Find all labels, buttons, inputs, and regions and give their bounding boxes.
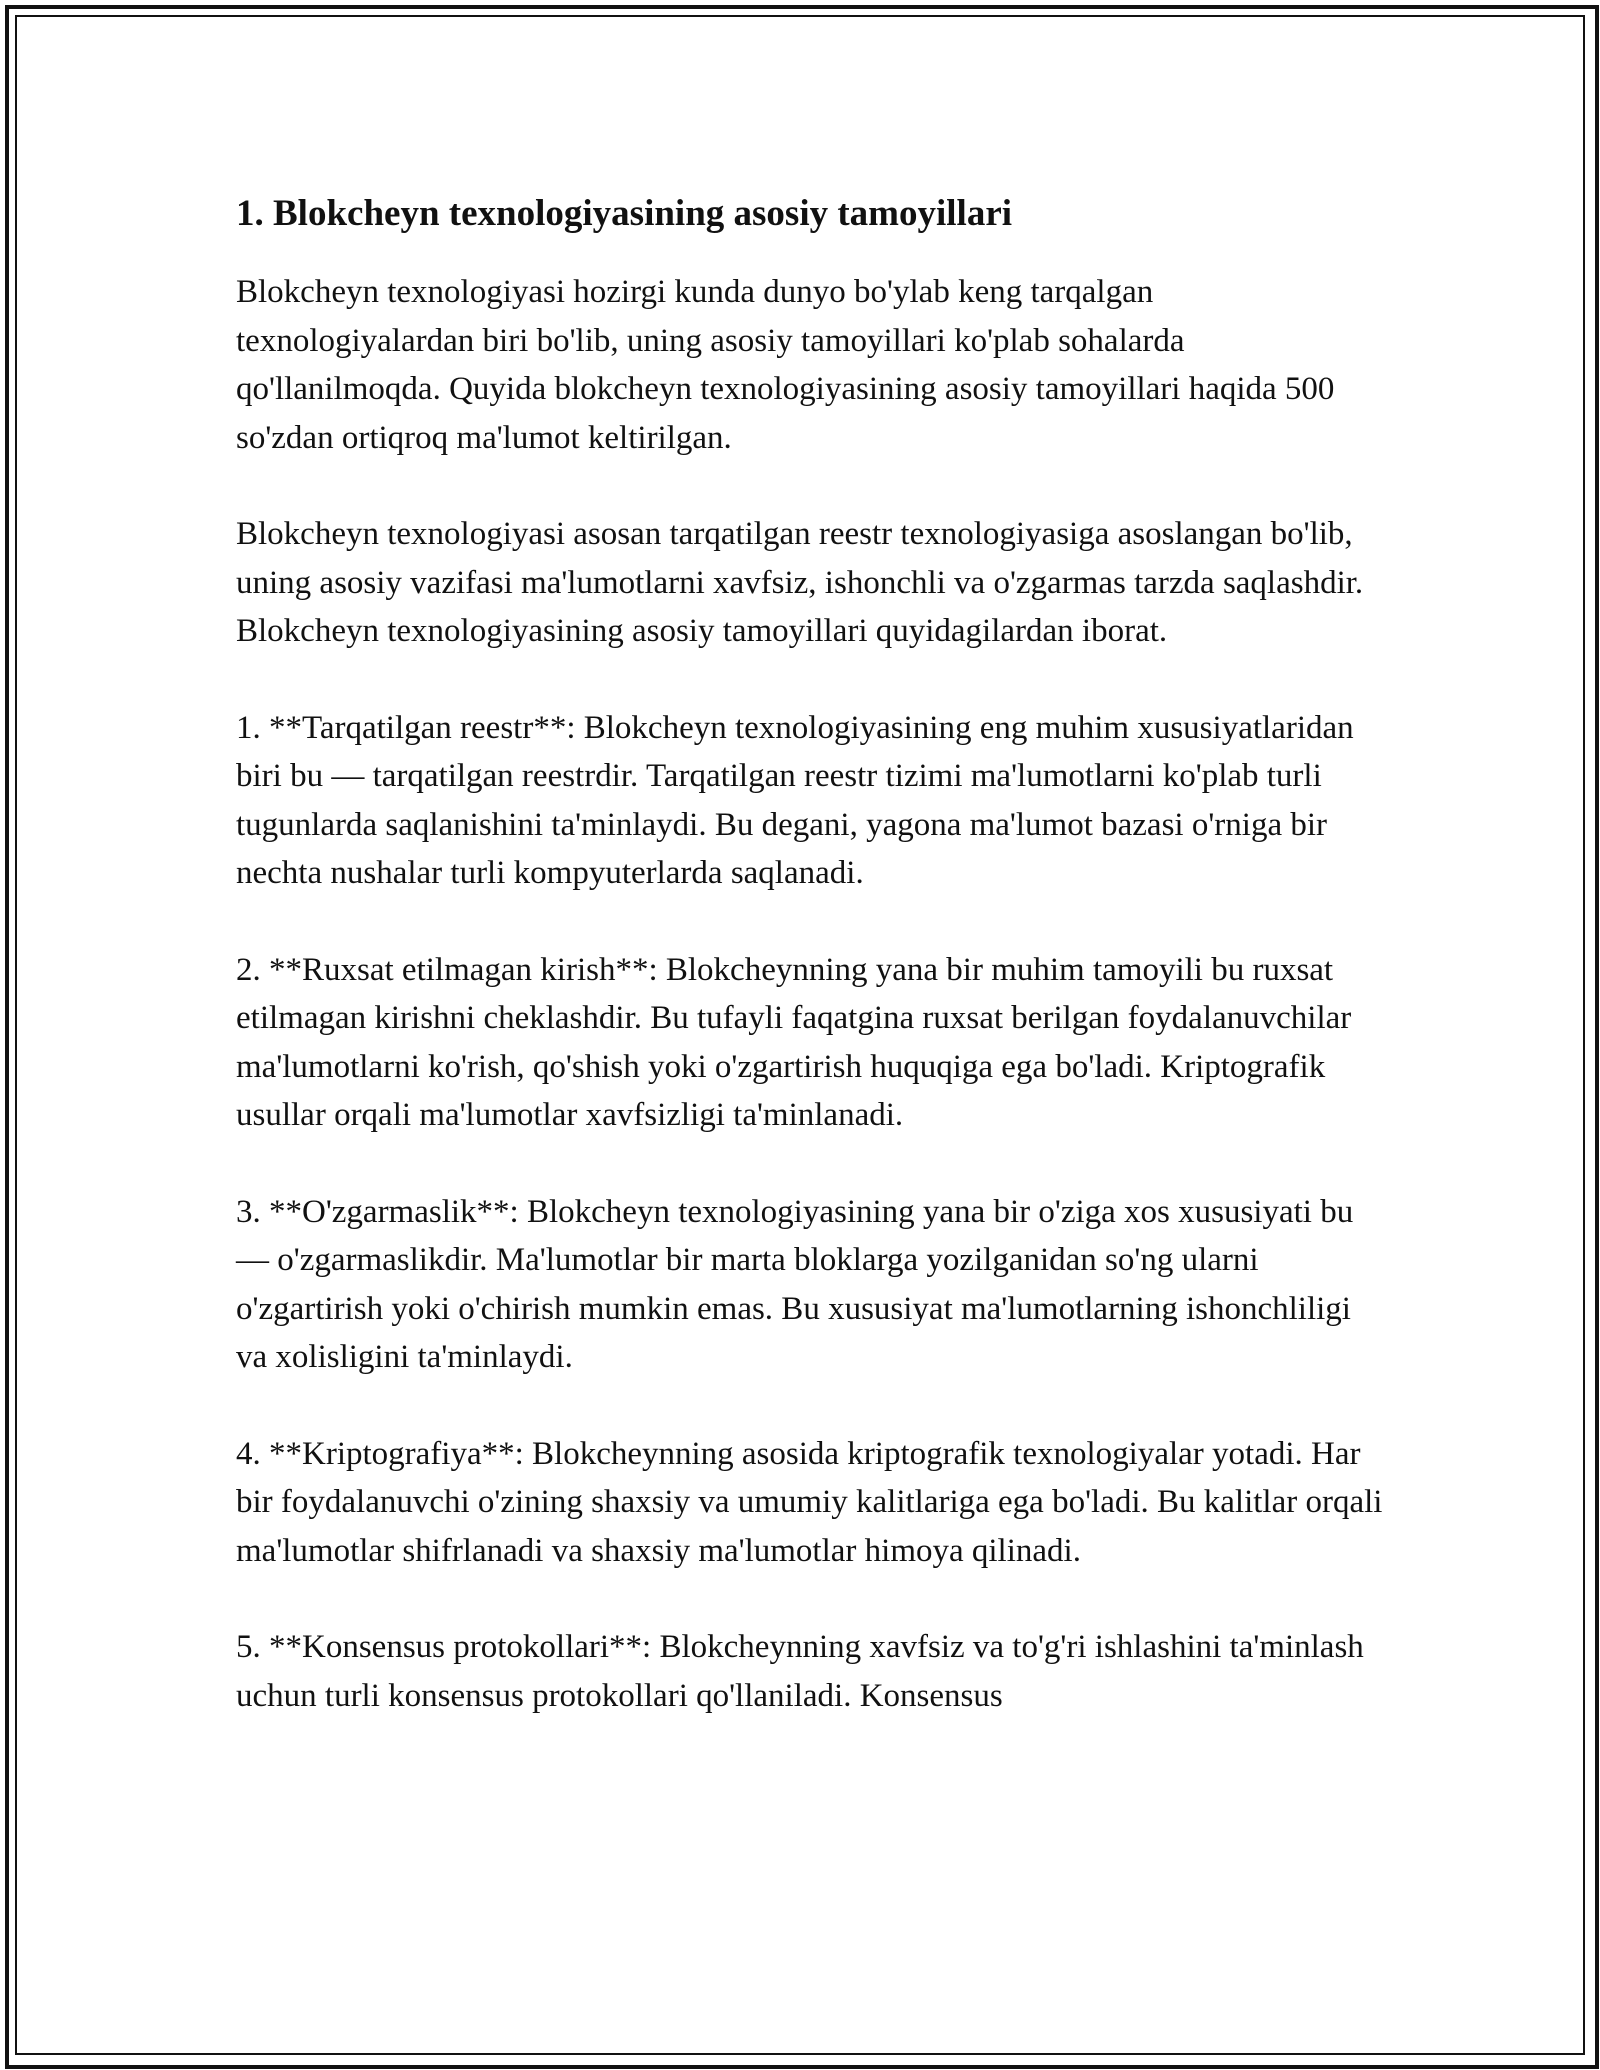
paragraph-cryptography: 4. **Kriptografiya**: Blokcheynning asosida kriptografik texnologiyalar yotadi. Har bir foydalanuvchi o'zining shaxsiy va umumiy kalitlariga ega bo'ladi. Bu kalitlar orqali ma'lumotlar shifrlanadi va shaxsiy ma'lumotlar himoya qilinadi. xyxy=(236,1435,1383,1569)
document-title: 1. Blokcheyn texnologiyasining asosiy tamoyillari xyxy=(236,193,1013,234)
paragraph-unauthorized-access: 2. **Ruxsat etilmagan kirish**: Blokcheynning yana bir muhim tamoyili bu ruxsat etilmagan kirishni cheklashdir. Bu tufayli faqatgina ruxsat berilgan foydalanuvchilar ma'lumotlarni ko'rish, qo'shish yoki o'zgartirish huquqiga ega bo'ladi. Kriptografik usullar orqali ma'lumotlar xavfsizligi ta'minlanadi. xyxy=(236,951,1352,1133)
paragraph-immutability: 3. **O'zgarmaslik**: Blokcheyn texnologiyasining yana bir o'ziga xos xususiyati bu — o'zgarmaslikdir. Ma'lumotlar bir marta bloklarga yozilganidan so'ng ularni o'zgartirish yoki o'chirish mumkin emas. Bu xususiyat ma'lumotlarning ishonchliligi va xolisligini ta'minlaydi. xyxy=(236,1193,1354,1375)
paragraph-consensus: 5. **Konsensus protokollari**: Blokcheynning xavfsiz va to'g'ri ishlashini ta'minlash uchun turli konsensus protokollari qo'llaniladi. Konsensus xyxy=(236,1629,1364,1714)
paragraph-distributed-ledger: 1. **Tarqatilgan reestr**: Blokcheyn texnologiyasining eng muhim xususiyatlaridan biri bu — tarqatilgan reestrdir. Tarqatilgan reestr tizimi ma'lumotlarni ko'plab turli tugunlarda saqlanishini ta'minlaydi. Bu degani, yagona ma'lumot bazasi o'rniga bir nechta nushalar turli kompyuterlarda saqlanadi. xyxy=(236,709,1354,891)
document-body xyxy=(236,188,1386,1768)
paragraph-overview: Blokcheyn texnologiyasi asosan tarqatilgan reestr texnologiyasiga asoslangan bo'lib, uning asosiy vazifasi ma'lumotlarni xavfsiz, ishonchli va o'zgarmas tarzda saqlashdir. Blokcheyn texnologiyasining asosiy tamoyillari quyidagilardan iborat. xyxy=(236,516,1364,649)
paragraph-intro: Blokcheyn texnologiyasi hozirgi kunda dunyo bo'ylab keng tarqalgan texnologiyalardan biri bo'lib, uning asosiy tamoyillari ko'plab sohalarda qo'llanilmoqda. Quyida blokcheyn texnologiyasining asosiy tamoyillari haqida 500 so'zdan ortiqroq ma'lumot keltirilgan. xyxy=(236,274,1335,456)
